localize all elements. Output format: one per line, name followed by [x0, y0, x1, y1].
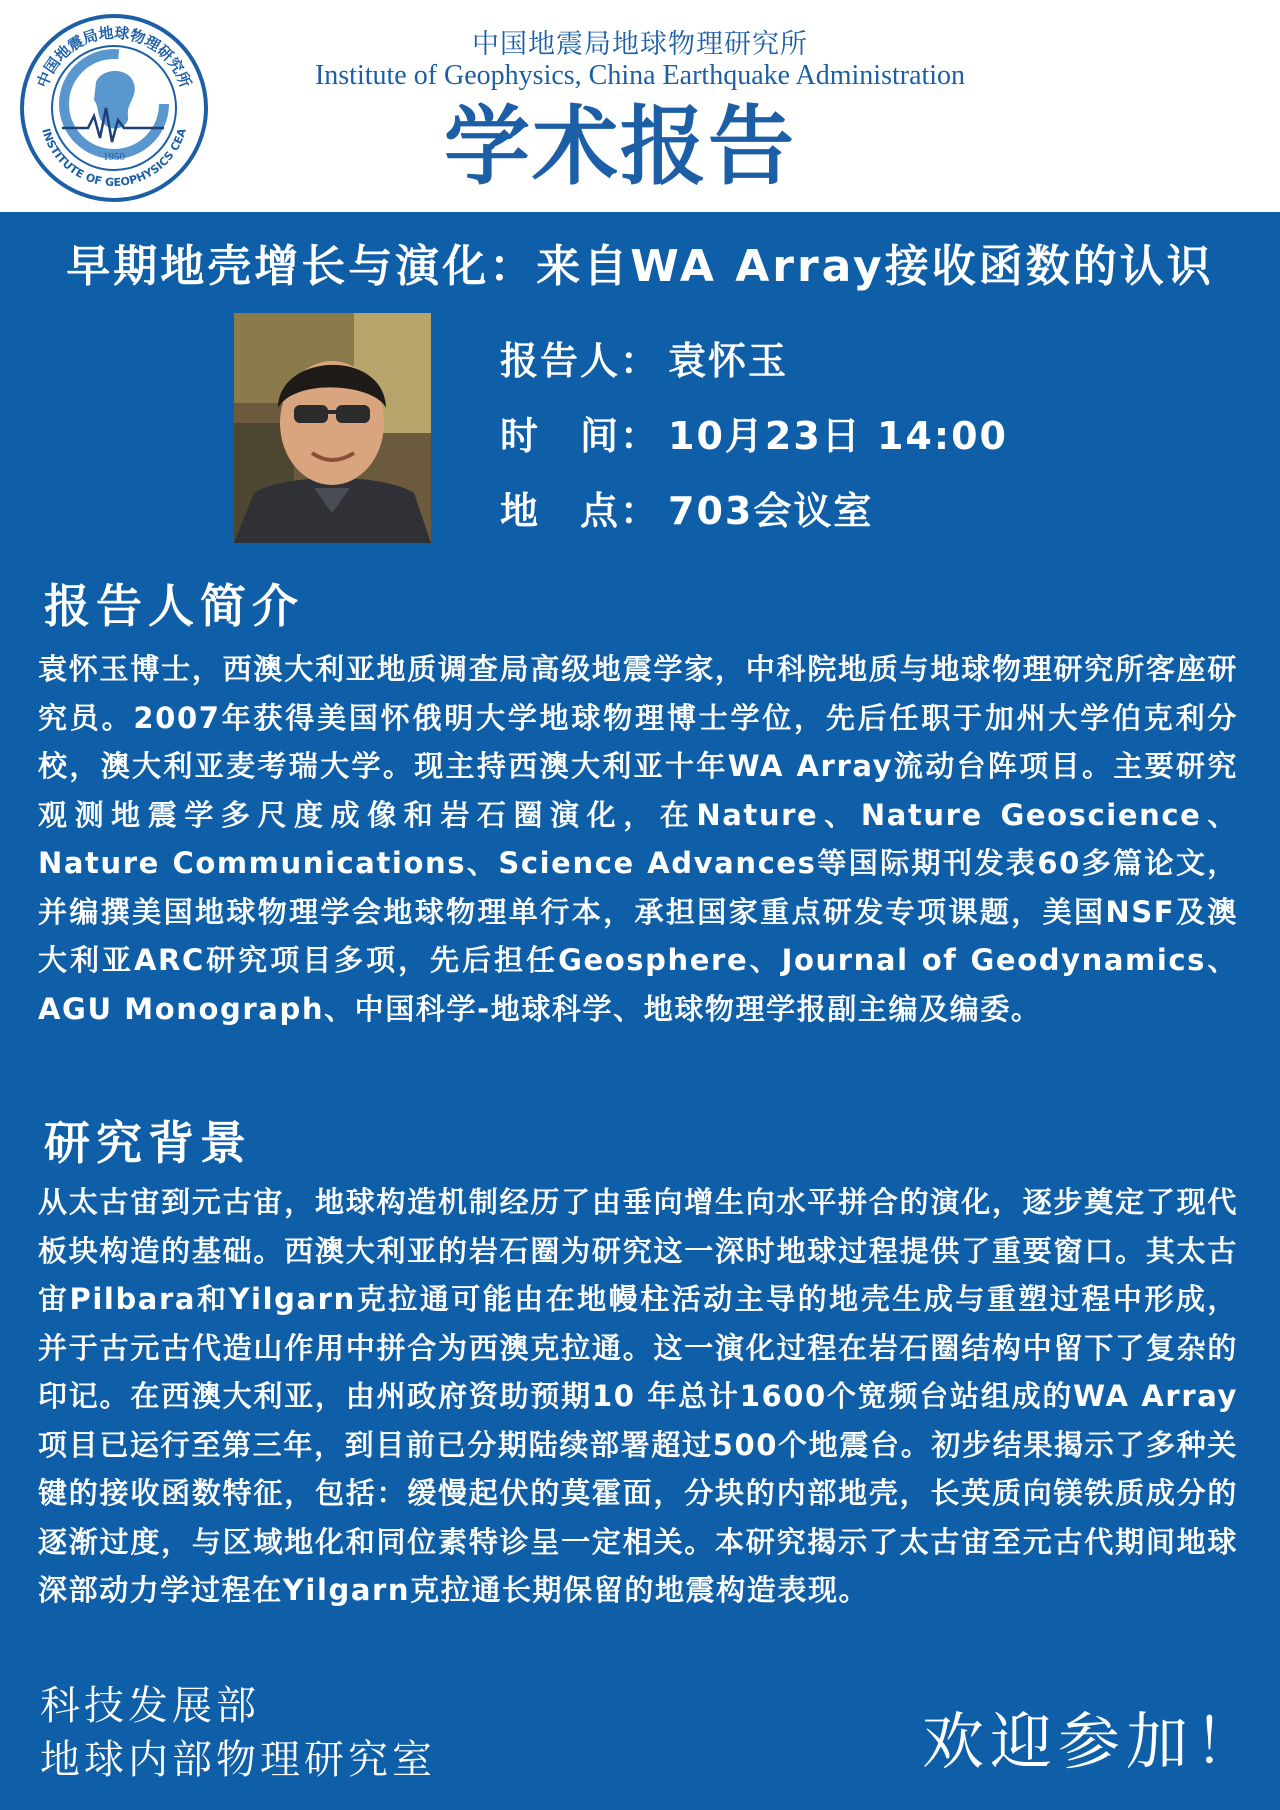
organizer-lab: 地球内部物理研究室	[40, 1737, 436, 1783]
institute-name-en: Institute of Geophysics, China Earthquake Administration	[314, 60, 966, 91]
place-label: 地 点：	[500, 489, 661, 533]
bio-text: 袁怀玉博士，西澳大利亚地质调查局高级地震学家，中科院地质与地球物理研究所客座研究员。2007年获得美国怀俄明大学地球物理博士学位，先后任职于加州大学伯克利分校，澳大利亚麦考瑞大学。现主持西澳大利亚十年WA Array流动台阵项目。主要研究观测地震学多尺度成像和岩石圈演化，在Nature、Nature Geoscience、 Nature Communications、Science Advances等国际期刊发表60多篇论文，并编撰美国地球物理学会地球物理单行本，承担国家重点研发专项课题，美国NSF及澳大利亚ARC研究项目多项，先后担任Geosphere、Journal of Geodynamics、AGU Monograph、中国科学-地球科学、地球物理学报副主编及编委。	[38, 652, 1238, 1026]
page-title: 学术报告	[444, 97, 796, 197]
logo-ring-text-en: INSTITUTE OF GEOPHYSICS CEA	[39, 126, 189, 190]
background-text: 从太古宙到元古宙，地球构造机制经历了由垂向增生向水平拼合的演化，逐步奠定了现代板块构造的基础。西澳大利亚的岩石圈为研究这一深时地球过程提供了重要窗口。其太古宙Pilbara和Yilgarn克拉通可能由在地幔柱活动主导的地壳生成与重塑过程中形成，并于古元古代造山作用中拼合为西澳克拉通。这一演化过程在岩石圈结构中留下了复杂的印记。在西澳大利亚，由州政府资助预期10 年总计1600个宽频台站组成的WA Array项目已运行至第三年，到目前已分期陆续部署超过500个地震台。初步结果揭示了多种关键的接收函数特征，包括：缓慢起伏的莫霍面，分块的内部地壳，长英质向镁铁质成分的逐渐过度，与区域地化和同位素特诊呈一定相关。本研究揭示了太古宙至元古代期间地球深部动力学过程在Yilgarn克拉通长期保留的地震构造表现。	[38, 1185, 1238, 1607]
talk-time: 10月23日 14:00	[668, 414, 1008, 458]
logo-year: 1950	[103, 151, 125, 163]
talk-title: 早期地壳增长与演化：来自WA Array接收函数的认识	[66, 241, 1214, 292]
organizer-dept: 科技发展部	[40, 1683, 260, 1729]
header	[0, 0, 1280, 212]
talk-place: 703会议室	[668, 489, 874, 533]
welcome-text: 欢迎参加！	[922, 1705, 1263, 1778]
logo-ring-text-cn: 中国地震局地球物理研究所	[33, 23, 195, 90]
speaker-photo	[234, 313, 431, 543]
background-heading: 研究背景	[44, 1116, 252, 1170]
poster-body	[0, 212, 1280, 1810]
speaker-label: 报告人：	[500, 339, 661, 383]
speaker-name: 袁怀玉	[668, 339, 789, 383]
bio-heading: 报告人简介	[44, 579, 304, 633]
time-label: 时 间：	[500, 414, 661, 458]
time-row	[500, 405, 1008, 460]
place-row	[500, 480, 873, 535]
institute-name-cn: 中国地震局地球物理研究所	[472, 29, 808, 60]
speaker-row	[500, 330, 788, 385]
institute-logo	[18, 12, 210, 204]
